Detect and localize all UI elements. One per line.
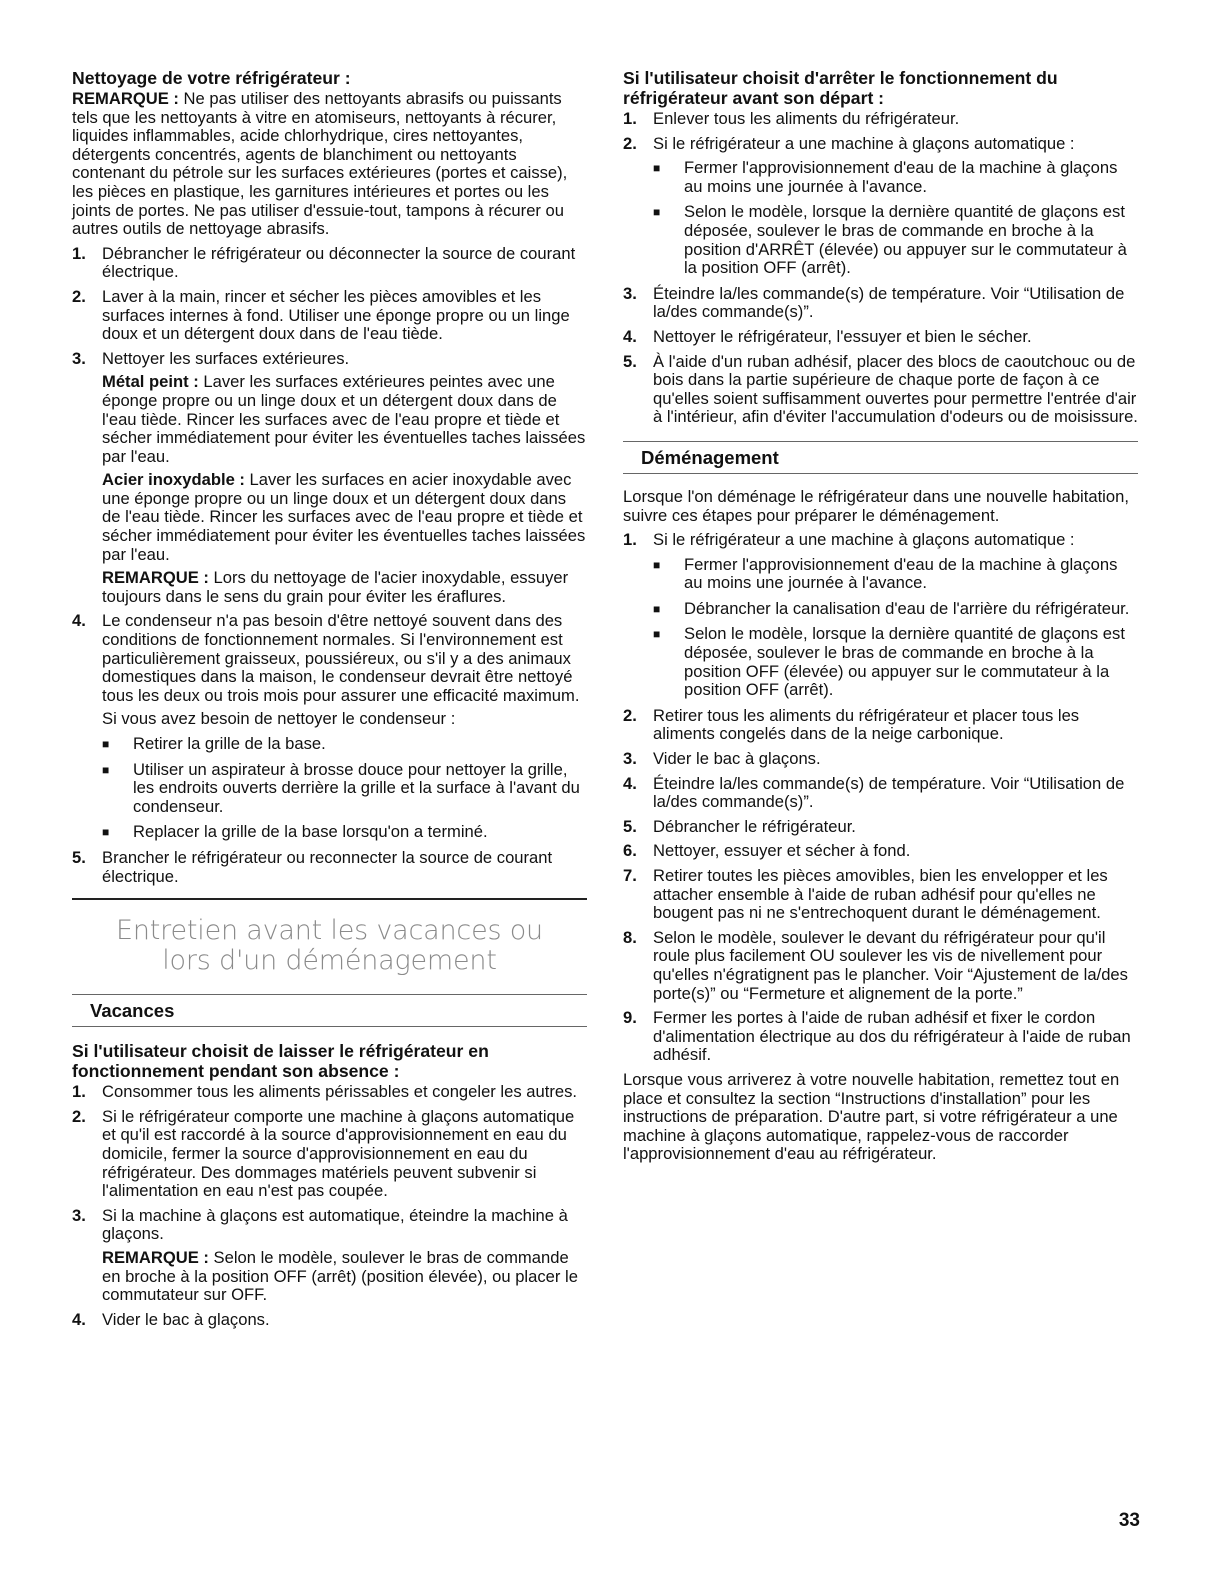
list-item: ■ Selon le modèle, lorsque la dernière quantité de glaçons est déposée, soulever le bras de commande en broche à la position d'ARRÊT (élevée) ou appuyer sur le commutateur à la position OFF (arrêt).	[653, 202, 1127, 278]
section-title: Entretien avant les vacances ou lors d'un déménagement	[116, 915, 543, 977]
list-item: 2. Retirer tous les aliments du réfrigérateur et placer tous les aliments congelés dans de la neige carbonique.	[623, 705, 1080, 744]
bullet-square-icon: ■	[653, 557, 661, 572]
list-item: 3. Nettoyer les surfaces extérieures. Métal peint : Laver les surfaces extérieures peintes avec une éponge propre ou un linge doux et un détergent doux dans de l'eau tiède. Rincer les surfaces avec de l'eau propre et tiède et sécher immédiatement pour éviter les éventuelles taches laissées par l'eau. Acier inoxydable : Laver les surfaces en acier inoxydable avec une éponge propre ou un linge doux et un détergent doux dans de l'eau tiède. Rincer les surfaces avec de l'eau propre et tiède et sécher immédiatement pour éviter les éventuelles taches laissées par l'eau. REMARQUE : Lors du nettoyage de l'acier inoxydable, essuyer toujours dans le sens du grain pour éviter les éraflures.	[72, 348, 586, 606]
vacation-note: REMARQUE : Selon le modèle, soulever le bras de commande en broche à la position OFF (arrêt) (position élevée), ou placer le commutateur sur OFF.	[102, 1247, 578, 1305]
list-item: ■ Replacer la grille de la base lorsqu'on a terminé.	[102, 822, 488, 842]
list-item: 8. Selon le modèle, soulever le devant du réfrigérateur pour qu'il roule plus facilement OU soulever les vis de nivellement pour qu'elles n'égratignent pas le plancher. Voir “Ajustement de la/des porte(s)” ou “Fermeture et alignement de la porte.”	[623, 927, 1128, 1003]
list-item: 1. Enlever tous les aliments du réfrigérateur.	[623, 109, 960, 128]
moving-steps	[623, 531, 1138, 1065]
bullet-square-icon: ■	[653, 205, 661, 220]
list-item: 2. Si le réfrigérateur comporte une machine à glaçons automatique et qu'il est raccordé à la source d'approvisionnement en eau du domicile, fermer la source d'approvisionnement en eau du réfrigérateur. Des dommages matériels peuvent subvenir si l'alimentation en eau n'est pas coupée.	[72, 1106, 575, 1201]
list-item: 2. Laver à la main, rincer et sécher les pièces amovibles et les surfaces internes à fond. Utiliser une éponge propre ou un linge doux et un détergent doux dans de l'eau tiède.	[72, 286, 570, 344]
list-item: 5. Brancher le réfrigérateur ou reconnecter la source de courant électrique.	[72, 847, 553, 886]
right-column	[623, 68, 1138, 1170]
list-item: ■ Selon le modèle, lorsque la dernière quantité de glaçons est déposée, soulever le bras de commande en broche à la position OFF (élevée) ou appuyer sur le commutateur à la position OFF (arrêt).	[653, 624, 1125, 700]
painted-metal-para: Métal peint : Laver les surfaces extérieures peintes avec une éponge propre ou un linge doux et un détergent doux dans de l'eau tiède. Rincer les surfaces avec de l'eau propre et tiède et sécher immédiatement pour éviter les éventuelles taches laissées par l'eau.	[102, 372, 586, 466]
bullet-square-icon: ■	[653, 627, 661, 642]
list-item: 4. Vider le bac à glaçons.	[72, 1309, 270, 1329]
list-item: 5. Débrancher le réfrigérateur.	[623, 816, 856, 836]
list-item: 1. Consommer tous les aliments périssables et congeler les autres.	[72, 1082, 577, 1102]
page-number: 33	[1118, 1510, 1140, 1531]
list-item: 4. Nettoyer le réfrigérateur, l'essuyer et bien le sécher.	[623, 326, 1032, 346]
list-item: 5. À l'aide d'un ruban adhésif, placer des blocs de caoutchouc ou de bois dans la partie supérieure de chaque porte de façon à ce qu'elles soient suffisamment ouvertes pour permettre l'entrée d'air à l'intérieur, afin d'éviter l'accumulation d'odeurs ou de moisissure.	[623, 351, 1138, 427]
bullet-square-icon: ■	[653, 161, 661, 176]
list-item: 3. Si la machine à glaçons est automatique, éteindre la machine à glaçons. REMARQUE : Selon le modèle, soulever le bras de commande en broche à la position OFF (arrêt) (position élevée), ou placer le commutateur sur OFF.	[72, 1207, 587, 1305]
list-item: ■ Fermer l'approvisionnement d'eau de la machine à glaçons au moins une journée à l'avance.	[653, 554, 1118, 593]
list-item: ■ Fermer l'approvisionnement d'eau de la machine à glaçons au moins une journée à l'avance.	[653, 158, 1118, 196]
stop-steps	[623, 110, 1138, 427]
list-item: 6. Nettoyer, essuyer et sécher à fond.	[623, 841, 911, 861]
stop-ice-bullets	[653, 159, 1138, 278]
moving-intro: Lorsque l'on déménage le réfrigérateur dans une nouvelle habitation, suivre ces étapes pour préparer le déménagement.	[623, 486, 1129, 525]
condenser-intro: Si vous avez besoin de nettoyer le condenseur :	[102, 709, 456, 729]
bullet-square-icon: ■	[102, 762, 110, 777]
left-column	[72, 68, 587, 1335]
list-item: 3. Vider le bac à glaçons.	[623, 749, 821, 769]
list-item: 4. Le condenseur n'a pas besoin d'être nettoyé souvent dans des conditions de fonctionnement normales. Si l'environnement est particulièrement graisseux, poussiéreux, ou s'il y a des animaux domestiques dans la maison, le condenseur devrait être nettoyé tous les deux ou trois mois pour assurer une efficacité maximum. Si vous avez besoin de nettoyer le condenseur : ■ Retirer la grille de la base. ■ Utiliser un aspirateur à brosse douce pour nettoyer la grille, les endroits ouverts derrière la grille et la surface à l'avant du condenseur. ■ Replacer la grille de la base lorsqu'on a terminé.	[72, 612, 587, 842]
stop-heading: Si l'utilisateur choisit d'arrêter le fonctionnement du réfrigérateur avant son départ :	[623, 68, 1058, 108]
cleaning-steps	[72, 245, 587, 886]
bullet-square-icon: ■	[653, 601, 661, 616]
moving-subhead: Déménagement	[623, 441, 1138, 474]
moving-outro: Lorsque vous arriverez à votre nouvelle habitation, remettez tout en place et consultez la section “Instructions d'installation” pour les instructions de préparation. D'autre part, si votre réfrigérateur a une machine à glaçons automatique, rappelez-vous de raccorder l'approvisionnement d'eau au réfrigérateur.	[623, 1069, 1120, 1164]
list-item: 3. Éteindre la/les commande(s) de température. Voir “Utilisation de la/des commande(s)”.	[623, 283, 1125, 322]
list-item: ■ Débrancher la canalisation d'eau de l'arrière du réfrigérateur.	[653, 598, 1130, 618]
list-item: 1. Si le réfrigérateur a une machine à glaçons automatique : ■ Fermer l'approvisionnement d'eau de la machine à glaçons au moins une journée à l'avance. ■ Débrancher la canalisation d'eau de l'arrière du réfrigérateur. ■ Selon le modèle, lorsque la dernière quantité de glaçons est déposée, soulever le bras de commande en broche à la position OFF (élevée) ou appuyer sur le commutateur à la position OFF (arrêt).	[623, 531, 1138, 700]
vacation-steps	[72, 1083, 587, 1329]
list-item: ■ Utiliser un aspirateur à brosse douce pour nettoyer la grille, les endroits ouverts derrière la grille et la surface à l'avant du condenseur.	[102, 759, 580, 816]
list-item: 9. Fermer les portes à l'aide de ruban adhésif et fixer le cordon d'alimentation électrique au dos du réfrigérateur à l'aide de ruban adhésif.	[623, 1008, 1131, 1065]
list-item: 1. Débrancher le réfrigérateur ou déconnecter la source de courant électrique.	[72, 243, 576, 282]
list-item: 7. Retirer toutes les pièces amovibles, bien les envelopper et les attacher ensemble à l'aide de ruban adhésif pour qu'elles ne bougent pas ni ne s'entrechoquent durant le déménagement.	[623, 866, 1108, 923]
bullet-square-icon: ■	[102, 825, 110, 840]
stainless-steel-para: Acier inoxydable : Laver les surfaces en acier inoxydable avec une éponge propre ou un linge doux et un détergent doux dans de l'eau tiède. Rincer les surfaces avec de l'eau propre et tiède et sécher immédiatement pour éviter les éventuelles taches laissées par l'eau.	[102, 470, 586, 564]
stainless-note-para: REMARQUE : Lors du nettoyage de l'acier inoxydable, essuyer toujours dans le sens du grain pour éviter les éraflures.	[102, 568, 569, 606]
vacation-heading: Si l'utilisateur choisit de laisser le réfrigérateur en fonctionnement pendant son absence :	[72, 1041, 489, 1082]
moving-ice-bullets	[653, 556, 1138, 700]
vacation-subhead: Vacances	[72, 994, 587, 1027]
list-item: 2. Si le réfrigérateur a une machine à glaçons automatique : ■ Fermer l'approvisionnement d'eau de la machine à glaçons au moins une journée à l'avance. ■ Selon le modèle, lorsque la dernière quantité de glaçons est déposée, soulever le bras de commande en broche à la position d'ARRÊT (élevée) ou appuyer sur le commutateur à la position OFF (arrêt).	[623, 135, 1138, 278]
list-item: 4. Éteindre la/les commande(s) de température. Voir “Utilisation de la/des commande(s)”.	[623, 773, 1125, 812]
cleaning-note: REMARQUE : Ne pas utiliser des nettoyants abrasifs ou puissants tels que les nettoyants à vitre en atomiseurs, nettoyants à récurer, liquides inflammables, acide chlorhydrique, cires nettoyantes, détergents concentrés, agents de blanchiment ou nettoyants contenant du pétrole sur les surfaces extérieures (portes et caisse), les pièces en plastique, les garnitures intérieures et portes ou les joints de portes. Ne pas utiliser d'essuie-tout, tampons à récurer ou autres outils de nettoyage abrasifs.	[72, 89, 568, 239]
condenser-bullets	[102, 735, 587, 842]
bullet-square-icon: ■	[102, 737, 110, 751]
cleaning-heading: Nettoyage de votre réfrigérateur :	[72, 68, 351, 88]
list-item: ■ Retirer la grille de la base.	[102, 734, 326, 753]
section-divider	[72, 898, 587, 900]
